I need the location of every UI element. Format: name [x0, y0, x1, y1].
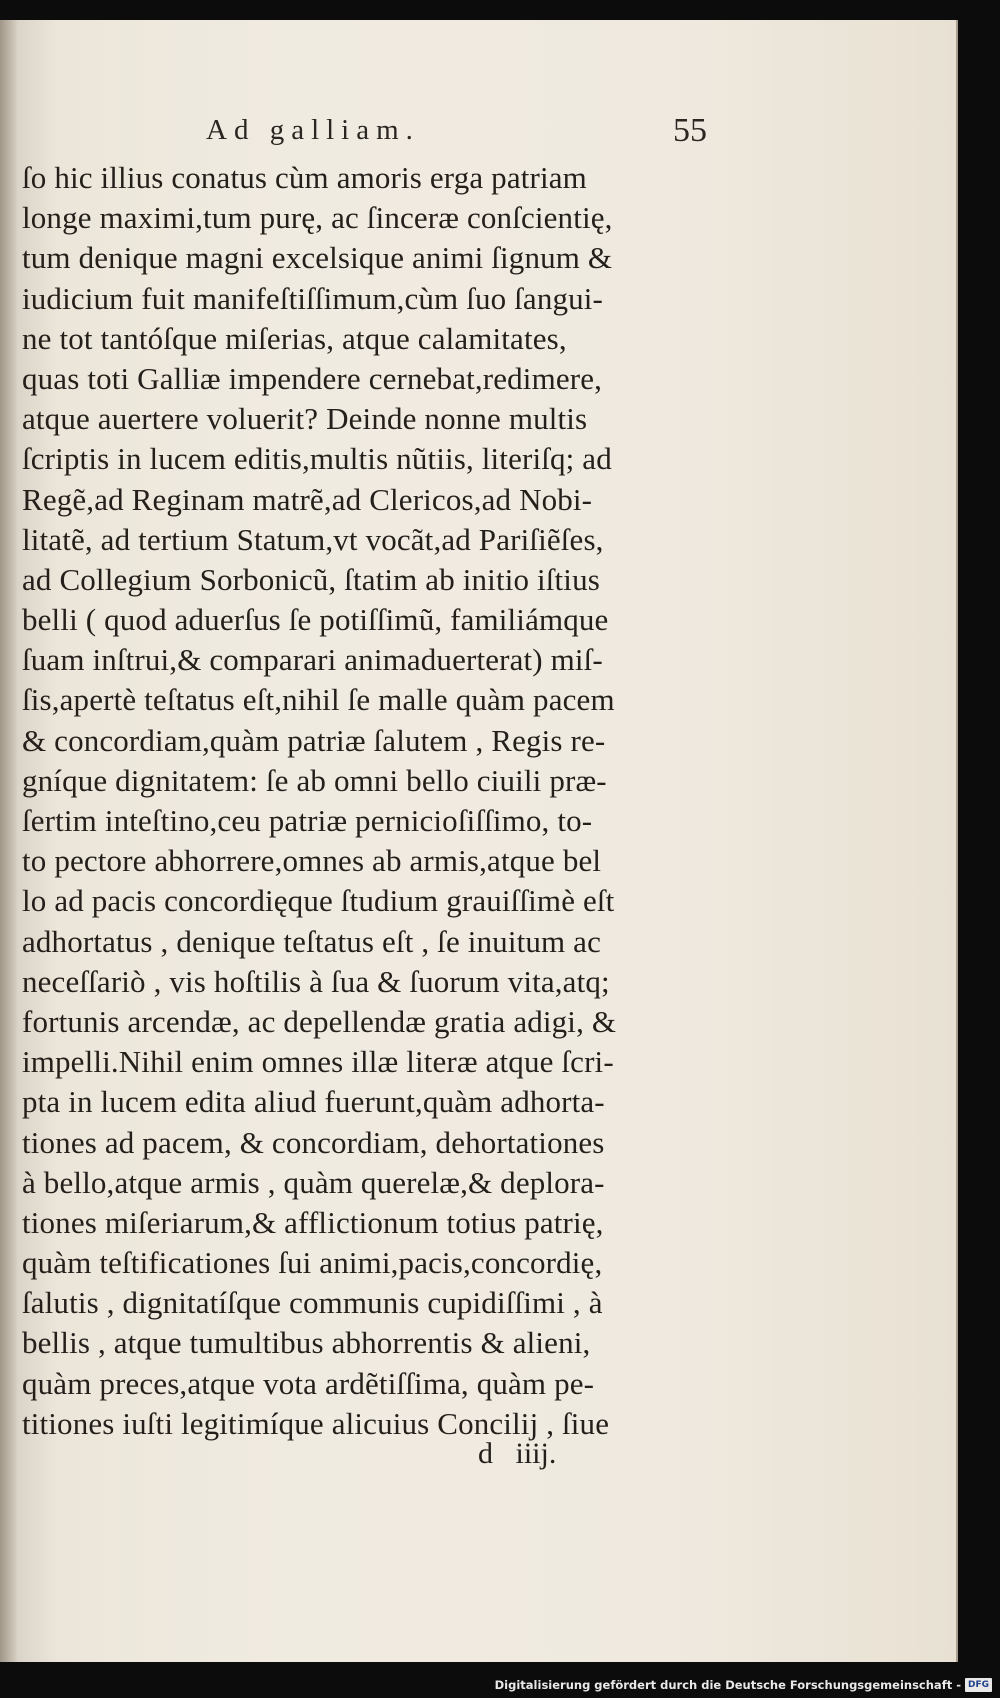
text-line: ne tot tantóſque miſerias, atque calamitates, [22, 320, 567, 356]
running-head-title: Ad galliam. [206, 114, 420, 146]
text-line: à bello,atque armis , quàm querelæ,& deplora- [22, 1164, 605, 1200]
text-line: belli ( quod aduerſus ſe potiſſimũ, familiámque [22, 602, 609, 638]
signature-mark: d iiij. [478, 1437, 557, 1470]
dfg-logo-icon: DFG [965, 1678, 992, 1692]
text-line: & concordiam,quàm patriæ ſalutem , Regis re- [22, 722, 606, 758]
text-line: atque auertere voluerit? Deinde nonne multis [22, 401, 588, 437]
text-line: impelli.Nihil enim omnes illæ literæ atque ſcri- [22, 1044, 614, 1080]
running-head [0, 102, 958, 162]
text-line: adhortatus , denique teſtatus eſt , ſe inuitum ac [22, 923, 601, 959]
text-line: tiones ad pacem, & concordiam, dehortationes [22, 1124, 605, 1160]
funding-attribution [495, 1676, 992, 1694]
text-line: ſuam inſtrui,& comparari animaduerterat) miſ- [22, 642, 603, 678]
text-line: bellis , atque tumultibus abhorrentis & alieni, [22, 1325, 591, 1361]
text-line: Regẽ,ad Reginam matrẽ,ad Clericos,ad Nobi- [22, 481, 593, 517]
text-line: pta in lucem edita aliud fuerunt,quàm adhorta- [22, 1084, 605, 1120]
text-line: ſalutis , dignitatíſque communis cupidiſſimi , à [22, 1285, 603, 1321]
text-line: ſis,apertè teſtatus eſt,nihil ſe malle quàm pacem [22, 682, 615, 718]
text-line: ſertim inteſtino,ceu patriæ pernicioſiſſimo, to- [22, 803, 593, 838]
text-line: tum denique magni excelsique animi ſignum & [22, 240, 613, 276]
text-line: gníque dignitatem: ſe ab omni bello ciuili præ- [22, 762, 607, 798]
text-line: titiones iuſti legitimíque alicuius Concilij , ſiue [22, 1405, 610, 1441]
text-line: ſo hic illius conatus cùm amoris erga patriam [22, 160, 587, 195]
text-line: quàm teſtificationes ſui animi,pacis,concordię, [22, 1245, 603, 1281]
text-line: to pectore abhorrere,omnes ab armis,atque bel [22, 843, 602, 879]
book-page [0, 20, 958, 1662]
text-line: ad Collegium Sorbonicũ, ſtatim ab initio iſtius [22, 561, 600, 597]
text-line: fortunis arcendæ, ac depellendæ gratia adigi, & [22, 1003, 617, 1039]
text-line: litatẽ, ad tertium Statum,vt vocãt,ad Pariſiẽſes, [22, 521, 604, 557]
text-line: neceſſariò , vis hoſtilis à ſua & ſuorum vita,atq; [22, 963, 610, 999]
text-line: ſcriptis in lucem editis,multis nũtiis, literiſq; ad [22, 441, 612, 477]
text-line: iudicium fuit manifeſtiſſimum,cùm ſuo ſangui- [22, 280, 604, 316]
attribution-text: Digitalisierung gefördert durch die Deutsche Forschungsgemeinschaft - [494, 1678, 961, 1692]
text-line: tiones miſeriarum,& afflictionum totius patrię, [22, 1204, 604, 1240]
body-text [22, 158, 712, 1444]
page-number: 55 [673, 112, 707, 149]
text-line: longe maximi,tum purę, ac ſinceræ conſcientię, [22, 200, 613, 236]
text-line: quas toti Galliæ impendere cernebat,redimere, [22, 360, 603, 396]
text-line: lo ad pacis concordięque ſtudium grauiſſimè eſt [22, 883, 615, 919]
text-line: quàm preces,atque vota ardẽtiſſima, quàm pe- [22, 1365, 595, 1401]
